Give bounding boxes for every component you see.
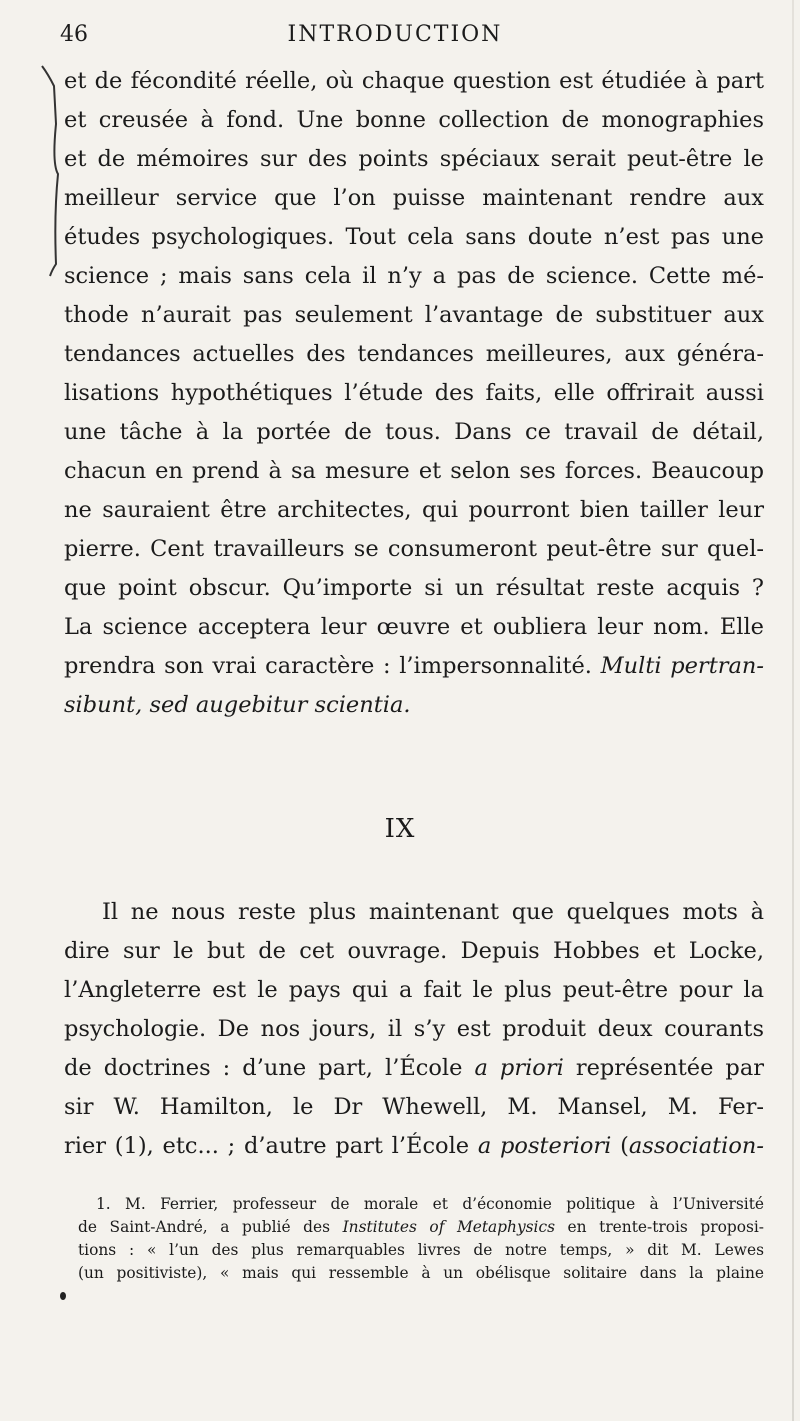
text-line: et de fécondité réelle, où chaque question est étudiée à part	[64, 68, 764, 94]
text-line: tendances actuelles des tendances meilleures, aux généra-	[64, 341, 764, 367]
page-number: 46	[60, 22, 88, 47]
text-line: et de mémoires sur des points spéciaux serait peut-être le	[64, 146, 764, 172]
text-line: La science acceptera leur œuvre et oubliera leur nom. Elle	[64, 614, 764, 640]
book-title: Institutes of Metaphysics	[342, 1218, 555, 1236]
ink-speck	[60, 1292, 66, 1300]
footnote-line: tions : « l’un des plus remarquables livres de notre temps, » dit M. Lewes	[78, 1241, 764, 1259]
section-heading: IX	[384, 814, 416, 844]
text-run: représentée par	[563, 1055, 764, 1081]
text-line: et creusée à fond. Une bonne collection de monographies	[64, 107, 764, 133]
text-line: ne sauraient être architectes, qui pourront bien tailler leur	[64, 497, 764, 523]
text-line: science ; mais sans cela il n’y a pas de science. Cette mé-	[64, 263, 764, 289]
latin-quote: Multi pertran-	[600, 653, 764, 679]
paragraph-section-ix	[64, 893, 764, 1166]
text-run: en trente-trois proposi-	[554, 1218, 764, 1236]
footnote	[78, 1193, 764, 1285]
page-edge	[792, 0, 794, 1421]
latin-quote: sibunt, sed augebitur scientia.	[64, 692, 411, 718]
text-line: thode n’aurait pas seulement l’avantage de substituer aux	[64, 302, 764, 328]
italic-term: a posteriori	[477, 1133, 612, 1159]
text-line	[64, 647, 764, 686]
text-line: chacun en prend à sa mesure et selon ses forces. Beaucoup	[64, 458, 764, 484]
italic-term: a priori	[474, 1055, 564, 1081]
footnote-line: (un positiviste), « mais qui ressemble à un obélisque solitaire dans la plaine	[78, 1264, 764, 1282]
paragraph-continued	[64, 62, 764, 725]
text-run: prendra son vrai caractère : l’impersonnalité.	[64, 653, 601, 679]
text-line: une tâche à la portée de tous. Dans ce travail de détail,	[64, 419, 764, 445]
page-header	[60, 22, 760, 56]
text-line: lisations hypothétiques l’étude des faits, elle offrirait aussi	[64, 380, 764, 406]
text-run: rier (1), etc... ; d’autre part l’École	[64, 1133, 478, 1159]
text-line: que point obscur. Qu’importe si un résultat reste acquis ?	[64, 575, 764, 601]
text-run: de doctrines : d’une part, l’École	[64, 1055, 475, 1081]
text-line: Il ne nous reste plus maintenant que quelques mots à	[102, 899, 764, 925]
running-title: INTRODUCTION	[287, 22, 503, 47]
margin-bracket-mark	[38, 64, 66, 278]
footnote-line: 1. M. Ferrier, professeur de morale et d’économie politique à l’Université	[96, 1195, 764, 1213]
text-line: études psychologiques. Tout cela sans doute n’est pas une	[64, 224, 764, 250]
italic-term: association-	[628, 1133, 765, 1159]
footnote-line	[78, 1216, 764, 1239]
text-line: pierre. Cent travailleurs se consumeront peut-être sur quel-	[64, 536, 764, 562]
text-line: dire sur le but de cet ouvrage. Depuis Hobbes et Locke,	[64, 938, 764, 964]
text-line: psychologie. De nos jours, il s’y est produit deux courants	[64, 1016, 764, 1042]
text-line	[64, 1127, 764, 1166]
text-run: (	[611, 1133, 629, 1159]
text-line: sir W. Hamilton, le Dr Whewell, M. Mansel, M. Fer-	[64, 1094, 764, 1120]
text-line	[64, 1049, 764, 1088]
text-line	[64, 686, 764, 725]
text-line: l’Angleterre est le pays qui a fait le plus peut-être pour la	[64, 977, 764, 1003]
text-line: meilleur service que l’on puisse maintenant rendre aux	[64, 185, 764, 211]
text-run: de Saint-André, a publié des	[78, 1218, 343, 1236]
